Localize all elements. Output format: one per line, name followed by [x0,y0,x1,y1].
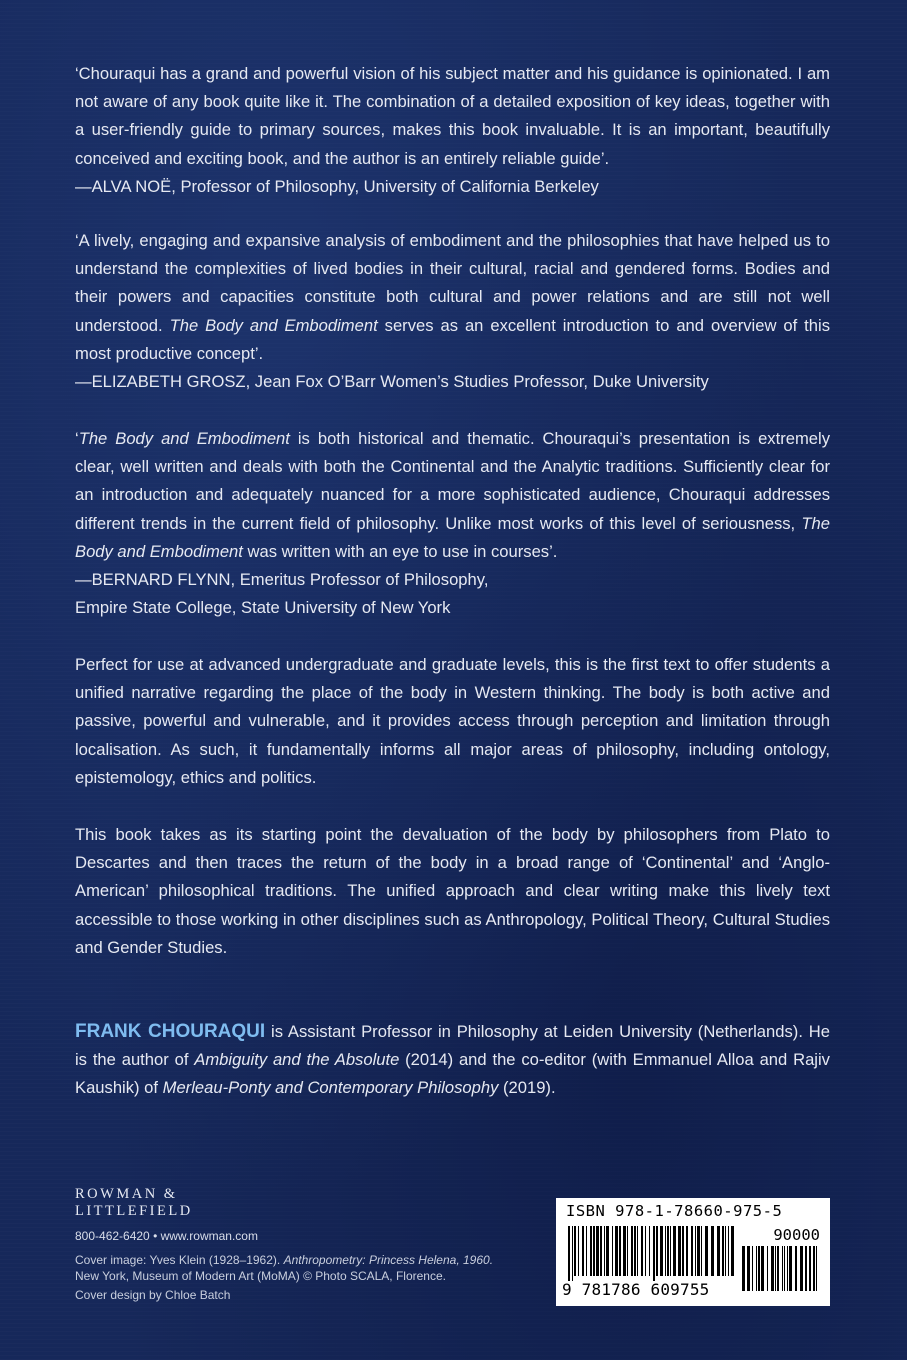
endorsement-quote-3 [75,425,830,622]
cover-image-title: Anthropometry: Princess Helena, 1960. [283,1253,494,1267]
publisher-logo-line1: ROWMAN & [75,1186,178,1202]
quote-attribution: —ELIZABETH GROSZ, Jean Fox O’Barr Women’s Studies Professor, Duke University [75,372,709,392]
quote-affiliation: , Jean Fox O’Barr Women’s Studies Professor, Duke University [245,372,709,392]
description-paragraph-1 [75,651,830,792]
description-text: This book takes as its starting point the devaluation of the body by philosophers from Plato to Descartes and then traces the return of the body in a broad range of ‘Continental’ and ‘Anglo-American’ philosophical traditions. The unified approach and clear writing make this lively text accessible to those working in other disciplines such as Anthropology, Political Theory, Cultural Studies and Gender Studies. [75,825,830,957]
quote-attribution: —BERNARD FLYNN, Emeritus Professor of Philosophy, [75,570,489,590]
cover-credits [75,1252,555,1303]
isbn-label: ISBN 978-1-78660-975-5 [566,1202,783,1220]
quote-text: ‘The Body and Embodiment is both historical and thematic. Chouraqui’s presentation is extremely clear, well written and deals with both the Continental and the Analytic traditions. Sufficiently clear for an introduction and adequately nuanced for a more sophisticated audience, Chouraqui addresses different trends in the current field of philosophy. Unlike most works of this level of seriousness, The Body and Embodiment was written with an eye to use in courses’. [75,429,830,561]
cover-image-credit-line2: New York, Museum of Modern Art (MoMA) © Photo SCALA, Florence. [75,1269,446,1283]
barcode-addon-bars-icon [742,1246,822,1296]
cover-design-credit: Cover design by Chloe Batch [75,1288,231,1302]
publisher-contact: 800-462-6420 • www.rowman.com [75,1229,258,1243]
publisher-logo-line2: LITTLEFIELD [75,1203,193,1219]
quote-attribution: —ALVA NOË, Professor of Philosophy, University of California Berkeley [75,176,599,196]
endorsement-quote-2 [75,227,830,396]
author-name: FRANK CHOURAQUI [75,1021,266,1042]
isbn-barcode [556,1198,830,1306]
quote-text: ‘A lively, engaging and expansive analysis of embodiment and the philosophies that have helped us to understand the complexities of lived bodies in their cultural, racial and gendered forms. Bodies and their powers and capacities constitute both cultural and power relations and are still not well understood. The Body and Embodiment serves as an excellent introduction to and overview of this most productive concept’. [75,231,830,363]
quote-author: ALVA NOË [91,176,172,196]
barcode-bars-icon [568,1226,738,1281]
quote-affiliation: , Professor of Philosophy, University of California Berkeley [171,176,599,196]
description-paragraph-2 [75,821,830,962]
bio-text [75,1018,830,1103]
isbn-digits: 9 781786 609755 [562,1280,710,1299]
bio-body: is Assistant Professor in Philosophy at Leiden University (Netherlands). He is the author of Ambiguity and the Absolute (2014) and the co-editor (with Emmanuel Alloa and Rajiv Kaushik) of Merleau-Ponty and Contemporary Philosophy (2019). [75,1022,830,1098]
price-code: 90000 [773,1226,820,1244]
endorsement-quote-1 [75,60,830,201]
publisher-block [75,1186,375,1243]
quote-affiliation-line2: Empire State College, State University of New York [75,598,451,618]
publisher-logo [75,1186,375,1220]
description-text: Perfect for use at advanced undergraduate and graduate levels, this is the first text to offer students a unified narrative regarding the place of the body in Western thinking. The body is both active and passive, powerful and vulnerable, and it provides access through perception and limitation through localisation. As such, it fundamentally informs all major areas of philosophy, including ontology, epistemology, ethics and politics. [75,655,830,787]
quote-author: ELIZABETH GROSZ [91,372,246,392]
quote-author: BERNARD FLYNN [91,570,231,590]
quote-affiliation: , Emeritus Professor of Philosophy, [230,570,489,590]
cover-image-credit [75,1252,555,1268]
author-bio [75,1018,830,1103]
quote-text: ‘Chouraqui has a grand and powerful vision of his subject matter and his guidance is opinionated. I am not aware of any book quite like it. The combination of a detailed exposition of key ideas, together with a user-friendly guide to primary sources, makes this book invaluable. It is an important, beautifully conceived and exciting book, and the author is an entirely reliable guide’. [75,64,830,168]
cover-image-credit-prefix: Cover image: Yves Klein (1928–1962). [75,1253,284,1267]
